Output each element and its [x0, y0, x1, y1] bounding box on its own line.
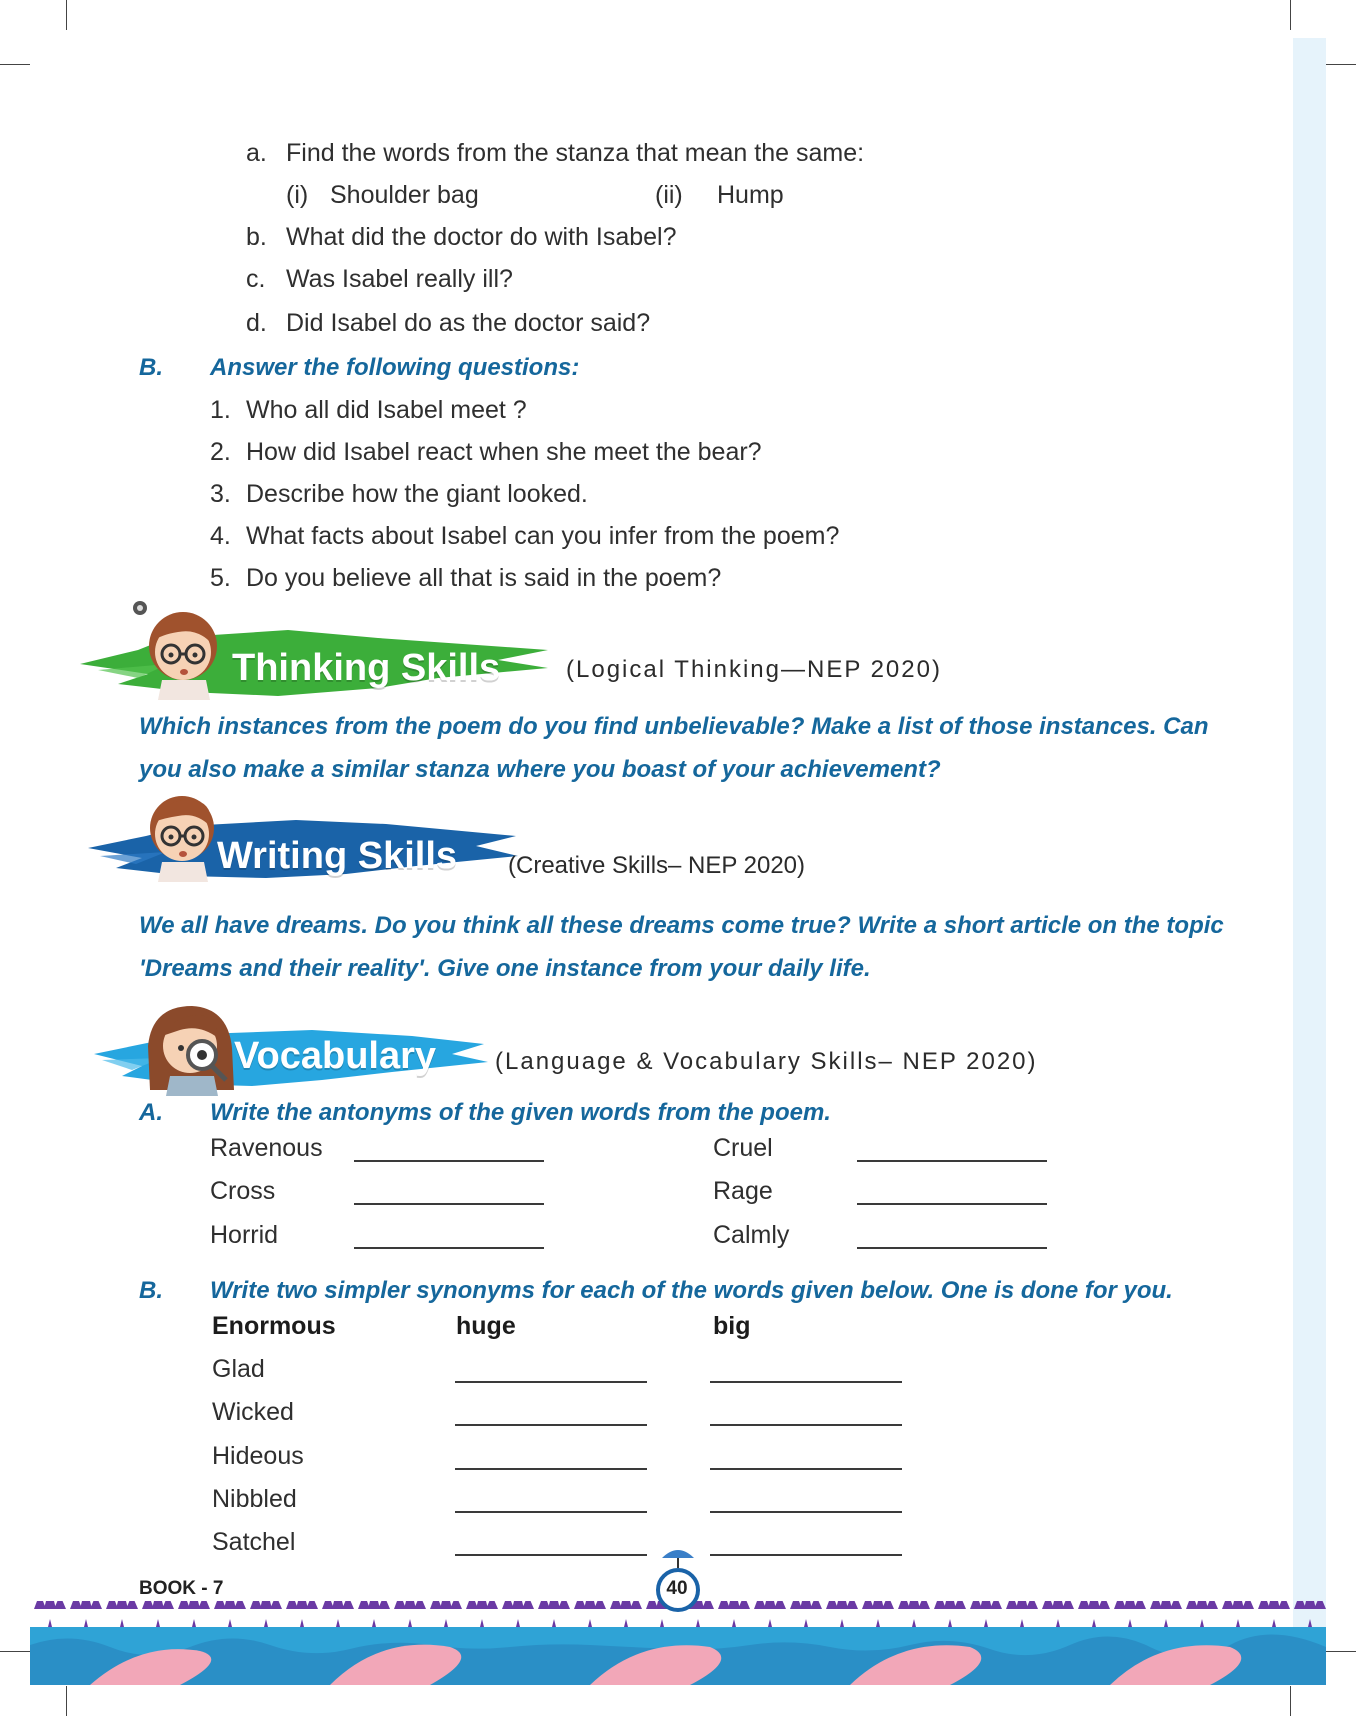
question-letter: d.: [246, 309, 267, 337]
question-text: Who all did Isabel meet ?: [246, 396, 527, 424]
synonym-word: Wicked: [212, 1398, 294, 1426]
answer-blank[interactable]: [857, 1247, 1047, 1249]
section-b-title: Answer the following questions:: [210, 354, 580, 381]
synonym-word: Hideous: [212, 1442, 304, 1470]
answer-blank[interactable]: [354, 1203, 544, 1205]
antonym-word: Horrid: [210, 1221, 279, 1249]
synonym-answer: big: [713, 1312, 751, 1340]
question-number: 1.: [210, 396, 231, 424]
thinking-skills-subtitle: (Logical Thinking—NEP 2020): [566, 656, 942, 683]
question-letter: c.: [246, 265, 266, 293]
answer-blank[interactable]: [710, 1424, 902, 1426]
question-text: Was Isabel really ill?: [286, 265, 513, 293]
answer-blank[interactable]: [354, 1247, 544, 1249]
answer-blank[interactable]: [857, 1160, 1047, 1162]
question-number: 4.: [210, 522, 231, 550]
girl-avatar-icon: [148, 1006, 234, 1096]
answer-blank[interactable]: [710, 1511, 902, 1513]
question-letter: a.: [246, 139, 267, 167]
vocabulary-title: Vocabulary: [234, 1035, 437, 1077]
answer-blank[interactable]: [455, 1511, 647, 1513]
crop-mark: [1290, 0, 1291, 30]
answer-blank[interactable]: [354, 1160, 544, 1162]
book-label: BOOK - 7: [139, 1578, 224, 1599]
answer-blank[interactable]: [455, 1381, 647, 1383]
crop-mark: [0, 1651, 30, 1652]
thinking-skills-title: Thinking Skills: [232, 647, 501, 689]
crop-mark: [66, 1686, 67, 1716]
question-number: 5.: [210, 564, 231, 592]
vocab-a-title: Write the antonyms of the given words from the poem.: [210, 1099, 831, 1126]
question-text: Describe how the giant looked.: [246, 480, 588, 508]
thinking-skills-prompt: Which instances from the poem do you find unbelievable? Make a list of those instances. Can you also make a similar stanza where you boast of your achievement?: [139, 713, 1209, 783]
crop-mark: [66, 0, 67, 30]
item-text: Shoulder bag: [330, 181, 479, 209]
synonym-word: Satchel: [212, 1528, 296, 1556]
answer-blank[interactable]: [857, 1203, 1047, 1205]
item-number: (i): [286, 181, 309, 209]
question-letter: b.: [246, 223, 267, 251]
question-text: Did Isabel do as the doctor said?: [286, 309, 651, 337]
item-text: Hump: [717, 181, 784, 209]
antonym-word: Calmly: [713, 1221, 790, 1249]
antonym-word: Cruel: [713, 1134, 773, 1162]
synonym-word: Enormous: [212, 1312, 336, 1340]
synonym-answer: huge: [456, 1312, 516, 1340]
vocabulary-subtitle: (Language & Vocabulary Skills– NEP 2020): [495, 1048, 1038, 1075]
question-text: Find the words from the stanza that mean the same:: [286, 139, 865, 167]
section-b-label: B.: [139, 354, 163, 381]
answer-blank[interactable]: [710, 1381, 902, 1383]
antonym-word: Ravenous: [210, 1134, 323, 1162]
answer-blank[interactable]: [710, 1468, 902, 1470]
answer-blank[interactable]: [710, 1554, 902, 1556]
answer-blank[interactable]: [455, 1468, 647, 1470]
writing-skills-prompt: We all have dreams. Do you think all these dreams come true? Write a short article on the topic 'Dreams and their reality'. Give one instance from your daily life.: [139, 912, 1224, 982]
page-number: 40: [666, 1578, 688, 1599]
question-number: 2.: [210, 438, 231, 466]
vocab-b-title: Write two simpler synonyms for each of the words given below. One is done for you.: [210, 1277, 1173, 1304]
question-text: How did Isabel react when she meet the bear?: [246, 438, 762, 466]
vocab-a-label: A.: [139, 1099, 163, 1126]
page-sidebar-strip: [1293, 38, 1326, 1683]
question-text: Do you believe all that is said in the poem?: [246, 564, 722, 592]
writing-skills-title: Writing Skills: [217, 835, 458, 877]
question-text: What did the doctor do with Isabel?: [286, 223, 677, 251]
crop-mark: [1290, 1686, 1291, 1716]
crop-mark: [0, 64, 30, 65]
answer-blank[interactable]: [455, 1424, 647, 1426]
synonym-word: Glad: [212, 1355, 265, 1383]
vocab-b-label: B.: [139, 1277, 163, 1304]
crop-mark: [1326, 1651, 1356, 1652]
answer-blank[interactable]: [455, 1554, 647, 1556]
crop-mark: [1326, 64, 1356, 65]
question-number: 3.: [210, 480, 231, 508]
antonym-word: Cross: [210, 1177, 276, 1205]
question-text: What facts about Isabel can you infer from the poem?: [246, 522, 840, 550]
antonym-word: Rage: [713, 1177, 773, 1205]
synonym-word: Nibbled: [212, 1485, 297, 1513]
item-number: (ii): [655, 181, 683, 209]
writing-skills-subtitle: (Creative Skills– NEP 2020): [508, 852, 806, 879]
